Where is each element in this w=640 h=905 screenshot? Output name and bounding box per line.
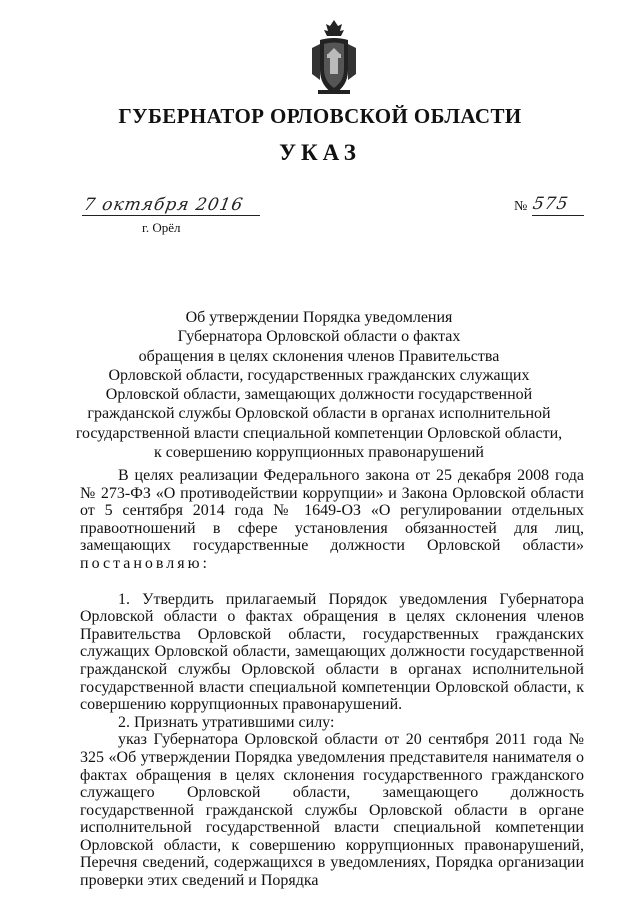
city-label: г. Орёл bbox=[142, 220, 181, 235]
title-line: Об утверждении Порядка уведомления bbox=[185, 309, 453, 326]
coat-of-arms-icon bbox=[308, 18, 360, 98]
title-line: государственной власти специальной компетенции Орловской области, bbox=[75, 424, 563, 442]
title-line: к совершению коррупционных правонарушений bbox=[154, 444, 484, 462]
date-underline bbox=[82, 215, 260, 216]
number-label: № bbox=[514, 199, 528, 214]
decree-body bbox=[80, 467, 584, 890]
title-line: гражданской службы Орловской области в органах исполнительной bbox=[87, 405, 551, 423]
item-2-paragraph: 2. Признать утратившими силу: bbox=[118, 713, 335, 731]
title-line: Орловской области, замещающих должности государственной bbox=[105, 386, 533, 404]
number-underline bbox=[532, 215, 584, 216]
title-line: Губернатора Орловской области о фактах bbox=[177, 328, 461, 346]
item-1-paragraph: 1. Утвердить прилагаемый Порядок уведомления Губернатора Орловской области о фактах обращения в целях склонения членов Правительства Орловской области, государственных гражданских служащих Орловской области, замещающих должности государственной гражданской службы Орловской области в органах исполнительной государственной власти специальной компетенции Орловской области, к совершению коррупционных правонарушений. bbox=[80, 590, 584, 714]
item-2-text-paragraph: указ Губернатора Орловской области от 20 сентября 2011 года № 325 «Об утверждении Порядка уведомления представителя нанимателя о фактах обращения в целях склонения государственного гражданского служащего Орловской области, замещающего должность государственной гражданской службы Орловской области в органе исполнительной государственной власти специальной компетенции Орловской области, к совершению коррупционных правонарушений, Перечня сведений, содержащихся в уведомлениях, Порядка организации проверки этих сведений и Порядка bbox=[80, 731, 584, 890]
title-line: Орловской области, государственных гражданских служащих bbox=[108, 366, 530, 384]
decree-heading: УКАЗ bbox=[279, 140, 361, 165]
title-line: обращения в целях склонения членов Правительства bbox=[138, 347, 500, 365]
preamble-text: В целях реализации Федерального закона от 25 декабря 2008 года № 273-ФЗ «О противодействии коррупции» и Закона Орловской области от 5 сентября 2014 года № 1649-ОЗ «О регулировании отдельных правоотношений в сфере установления обязанностей для лиц, замещающих государственные должности Орловской области» bbox=[80, 467, 584, 555]
preamble-paragraph bbox=[80, 467, 584, 573]
handwritten-number: 575 bbox=[531, 194, 571, 214]
decree-word: постановляю: bbox=[80, 554, 210, 572]
decree-title bbox=[60, 308, 578, 462]
governor-heading: ГУБЕРНАТОР ОРЛОВСКОЙ ОБЛАСТИ bbox=[118, 104, 522, 128]
handwritten-date: 7 октября 2016 bbox=[82, 195, 245, 215]
